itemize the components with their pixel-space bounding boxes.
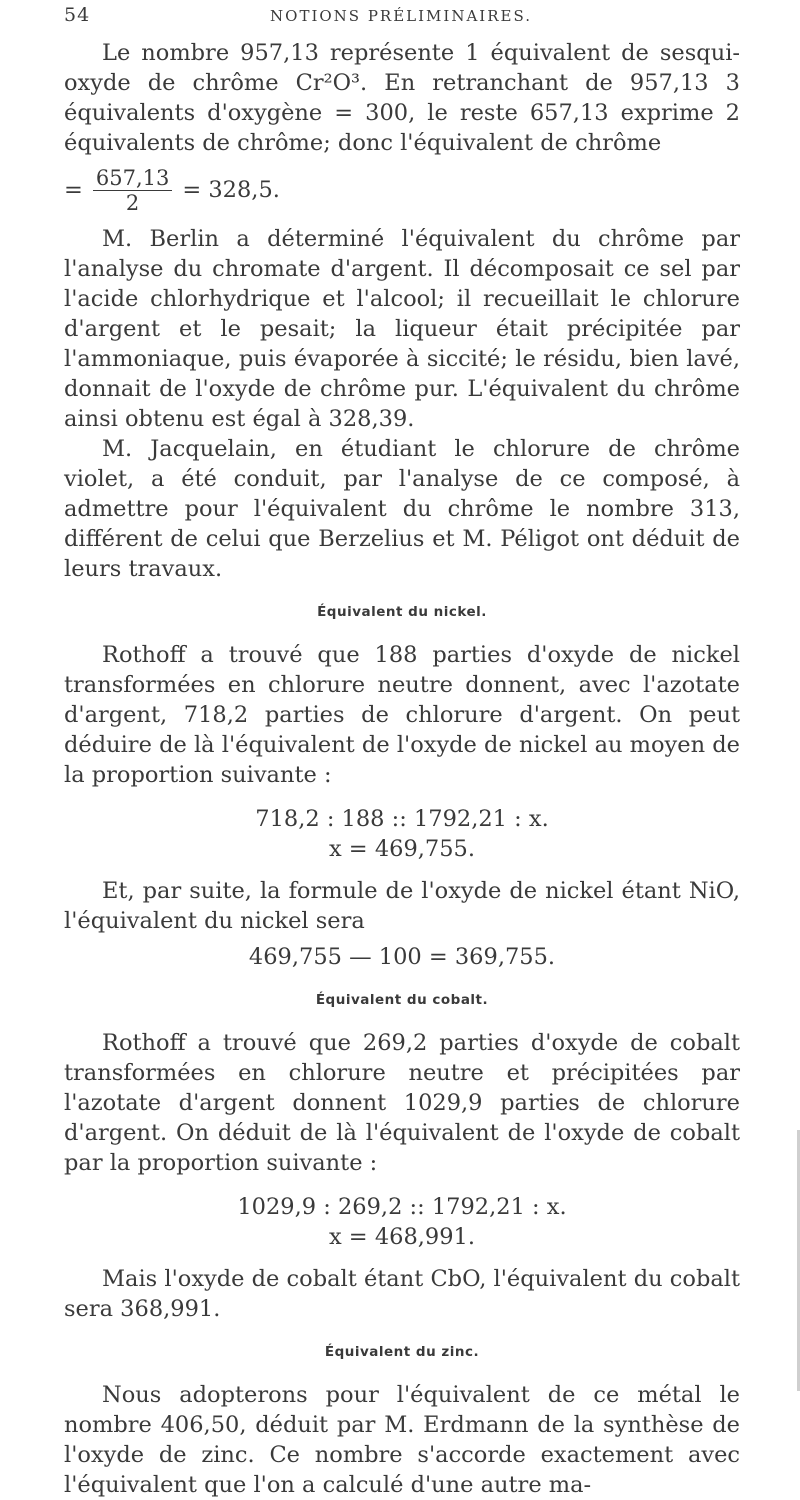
cobalt-equation-2: x = 468,991. xyxy=(328,1224,476,1250)
nickel-equation-3: 469,755 — 100 = 369,755. xyxy=(248,944,556,970)
fraction-numerator: 657,13 xyxy=(93,166,172,191)
fraction-denominator: 2 xyxy=(125,190,140,215)
chrome-paragraph-berlin: M. Berlin a déterminé l'équivalent du chrôme par l'analyse du chromate d'argent. Il décomposait ce sel par l'acide chlorhydrique et l'alcool; il recueillait le chlorure d'argent et le pesait; la liqueur était précipitée par l'ammoniaque, puis évaporée à siccité; le résidu, bien lavé, donnait de l'oxyde de chrôme pur. L'équivalent du chrôme ainsi obtenu est égal à 328,39. xyxy=(64,226,740,432)
nickel-proportion xyxy=(64,804,740,864)
page-content xyxy=(64,38,740,1500)
nickel-paragraph-1: Rothoff a trouvé que 188 parties d'oxyde de nickel transformées en chlorure neutre donnent, avec l'azotate d'argent, 718,2 parties de chlorure d'argent. On peut déduire de là l'équivalent de l'oxyde de nickel au moyen de la proportion suivante : xyxy=(64,642,740,788)
cobalt-paragraph-1: Rothoff a trouvé que 269,2 parties d'oxyde de cobalt transformées en chlorure neutre et précipitées par l'azotate d'argent donnent 1029,9 parties de chlorure d'argent. On déduit de là l'équivalent de l'oxyde de cobalt par la proportion suivante : xyxy=(64,1030,740,1176)
nickel-equation-2: x = 469,755. xyxy=(328,836,476,862)
cobalt-paragraph-2: Mais l'oxyde de cobalt étant CbO, l'équivalent du cobalt sera 368,991. xyxy=(64,1266,740,1322)
running-head xyxy=(64,4,738,32)
chrome-paragraph-jacquelain: M. Jacquelain, en étudiant le chlorure de chrôme violet, a été conduit, par l'analyse de ce composé, à admettre pour l'équivalent du chrôme le nombre 313, différent de celui que Berzelius et M. Péligot ont déduit de leurs travaux. xyxy=(64,436,740,582)
nickel-result xyxy=(64,942,740,972)
section-title-zinc: Équivalent du zinc. xyxy=(324,1344,480,1360)
fraction-result: = 328,5. xyxy=(182,177,280,203)
cobalt-proportion xyxy=(64,1192,740,1252)
nickel-paragraph-2: Et, par suite, la formule de l'oxyde de nickel étant NiO, l'équivalent du nickel sera xyxy=(64,878,740,934)
page-number: 54 xyxy=(64,4,91,26)
chrome-fraction-formula xyxy=(64,160,740,220)
running-title: NOTIONS PRÉLIMINAIRES. xyxy=(270,7,532,25)
section-title-cobalt: Équivalent du cobalt. xyxy=(315,992,489,1008)
chrome-paragraph-1: Le nombre 957,13 représente 1 équivalent de sesqui-oxyde de chrôme Cr²O³. En retranchant de 957,13 3 équivalents d'oxygène = 300, le reste 657,13 exprime 2 équivalents de chrôme; donc l'équivalent de chrôme xyxy=(64,40,740,156)
section-title-nickel: Équivalent du nickel. xyxy=(317,604,487,620)
cobalt-equation-1: 1029,9 : 269,2 :: 1792,21 : x. xyxy=(237,1194,567,1220)
zinc-paragraph-1: Nous adopterons pour l'équivalent de ce métal le nombre 406,50, déduit par M. Erdmann de la synthèse de l'oxyde de zinc. Ce nombre s'accorde exactement avec l'équivalent que l'on a calculé d'une autre ma- xyxy=(64,1382,740,1498)
nickel-equation-1: 718,2 : 188 :: 1792,21 : x. xyxy=(255,806,549,832)
fraction xyxy=(93,166,172,215)
fraction-lead: = xyxy=(64,177,83,203)
